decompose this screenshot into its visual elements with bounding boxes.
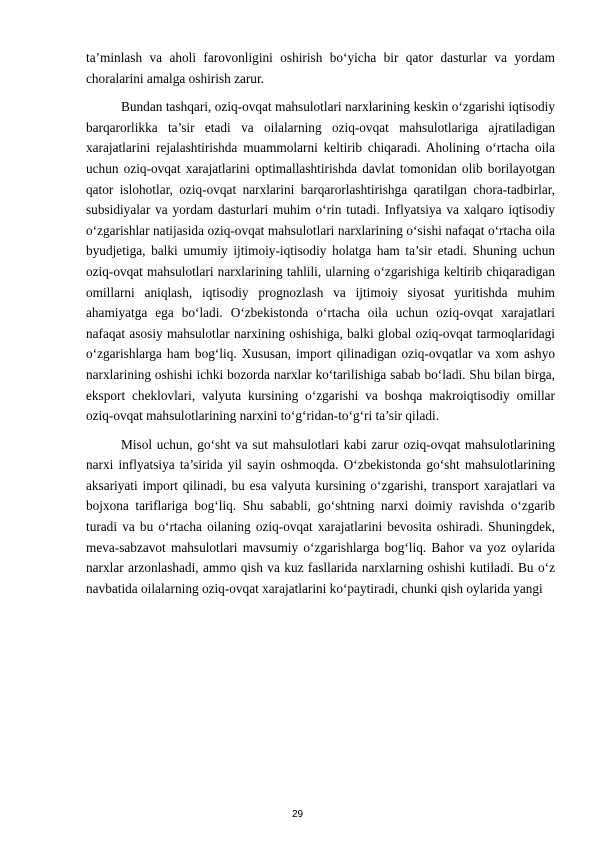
paragraph-price-changes: Bundan tashqari, oziq-ovqat mahsulotlari narxlarining keskin o‘zgarishi iqtisodiy barqarorlikka ta’sir etadi va oilalarning oziq-ovqat mahsulotlariga ajratiladigan xarajatlarini rejalashtirishda muammolarni keltirib chiqaradi. Aholining o‘rtacha oila uchun oziq-ovqat xarajatlarini optimallashtirishda davlat tomonidan olib borilayotgan qator islohotlar, oziq-ovqat narxlarini barqarorlashtirishga qaratilgan chora-tadbirlar, subsidiyalar va yordam dasturlari muhim o‘rin tutadi. Inflyatsiya va xalqaro iqtisodiy o‘zgarishlar natijasida oziq-ovqat mahsulotlari narxlarining o‘sishi nafaqat o‘rtacha oila byudjetiga, balki umumiy ijtimoiy-iqtisodiy holatga ham ta’sir etadi. Shuning uchun oziq-ovqat mahsulotlari narxlarining tahlili, ularning o‘zgarishiga keltirib chiqaradigan omillarni aniqlash, iqtisodiy prognozlash va ijtimoiy siyosat yuritishda muhim ahamiyatga ega bo‘ladi. O‘zbekistonda o‘rtacha oila uchun oziq-ovqat xarajatlari nafaqat asosiy mahsulotlar narxining oshishiga, balki global oziq-ovqat tarmoqlaridagi o‘zgarishlarga ham bog‘liq. Xususan, import qilinadigan oziq-ovqatlar va xom ashyo narxlarining oshishi ichki bozorda narxlar ko‘tarilishiga sabab bo‘ladi. Shu bilan birga, eksport cheklovlari, valyuta kursining o‘zgarishi va boshqa makroiqtisodiy omillar oziq-ovqat mahsulotlarining narxini to‘g‘ridan-to‘g‘ri ta’sir qiladi. [86, 99, 555, 424]
paragraph-continuation: ta’minlash va aholi farovonligini oshirish bo‘yicha bir qator dasturlar va yordam choralarini amalga oshirish zarur. [86, 50, 555, 86]
paragraph-example-meat-dairy: Misol uchun, go‘sht va sut mahsulotlari kabi zarur oziq-ovqat mahsulotlarining narxi inflyatsiya ta’sirida yil sayin oshmoqda. O‘zbekistonda go‘sht mahsulotlarining aksariyati import qilinadi, bu esa valyuta kursining o‘zgarishi, transport xarajatlari va bojxona tariflariga bog‘liq. Shu sababli, go‘shtning narxi doimiy ravishda o‘zgarib turadi va bu o‘rtacha oilaning oziq-ovqat xarajatlarini bevosita oshiradi. Shuningdek, meva-sabzavot mahsulotlari mavsumiy o‘zgarishlarga bog‘liq. Bahor va yoz oylarida narxlar arzonlashadi, ammo qish va kuz fasllarida narxlarning oshishi kutiladi. Bu o‘z navbatida oilalarning oziq-ovqat xarajatlarini ko‘paytiradi, chunki qish oylarida yangi [86, 436, 555, 596]
page-number: 29 [291, 809, 304, 820]
body-text [86, 48, 555, 607]
